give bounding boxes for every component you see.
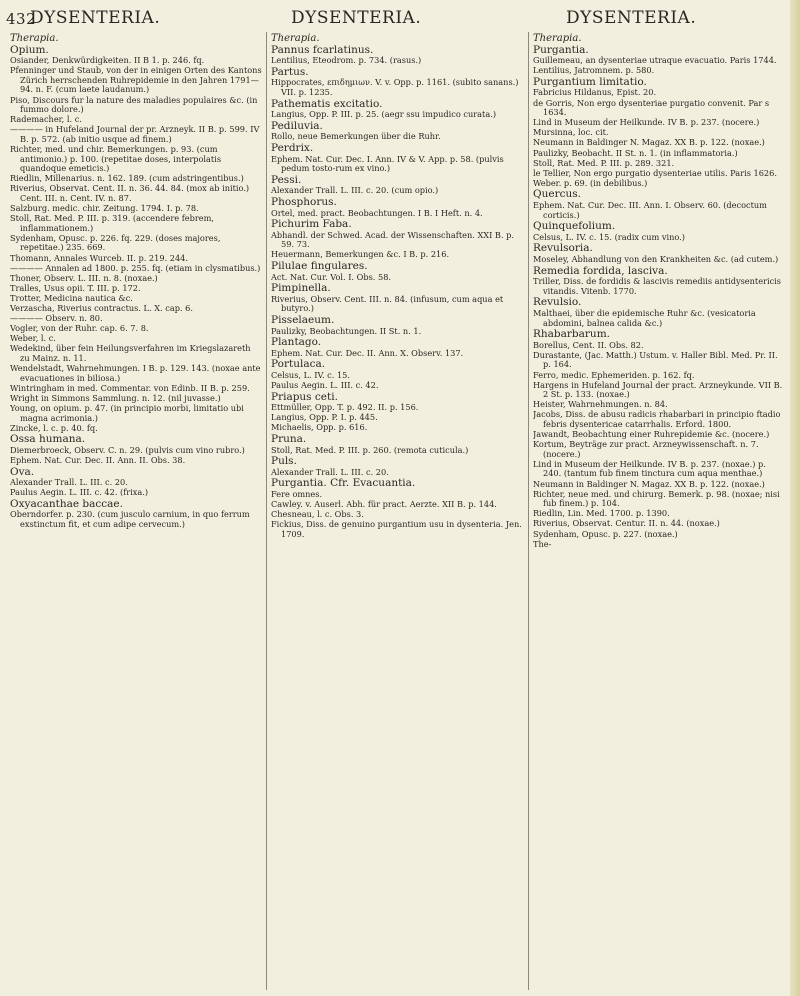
reference-entry: Michaelis, Opp. p. 616. [271,422,368,433]
reference-entry: Lind in Museum der Heilkunde. IV B. p. 237. (noxae.) p. 240. (tantum fub finem tinctura cum aqua menthae.) [533,458,766,479]
reference-entry: Stoll, Rat. Med. P. III. p. 260. (remota cuticula.) [271,444,469,455]
remedy-heading: Revulsoria. [533,242,593,255]
reference-entry: Riverius, Observat. Cent. II. n. 36. 44. 84. (mox ab initio.) Cent. III. n. Cent. IV. n. 87. [10,183,250,203]
reference-entry: Hippocrates, επιδημιων. V. v. Opp. p. 1161. (subito sanans.) VII. p. 1235. [271,77,519,97]
text-column-2 [271,32,525,990]
reference-entry: Pfenninger und Staub, von der in einigen Orten des Kantons Zürich herrschenden Ruhrepidemie in den Jahren 1791—94. n. F. (cum laete laudanum.) [10,65,262,95]
reference-entry: Alexander Trall. L. III. c. 20. (cum opio.) [271,185,439,196]
reference-entry: Langius, Opp. P. III. p. 25. (aegr ssu impudico curata.) [271,109,497,120]
reference-entry: Alexander Trall. L. III. c. 20. [271,466,389,477]
reference-entry: Heuermann, Bemerkungen &c. I B. p. 216. [271,249,450,260]
reference-entry: Zincke, l. c. p. 40. fq. [10,422,98,433]
remedy-heading: Partus. [271,65,309,78]
reference-entry: Lentilius, Jatromnem. p. 580. [533,65,655,76]
reference-entry: Fickius, Diss. de genuino purgantium usu in dysenteria. Jen. 1709. [271,519,522,539]
reference-entry: Trotter, Medicina nautica &c. [10,292,133,303]
reference-entry: ———— Annalen ad 1800. p. 255. fq. (etiam in clysmatibus.) [10,262,261,273]
reference-entry: ———— Observ. n. 80. [10,313,103,324]
reference-entry: Oberndorfer. p. 230. (cum jusculo carnium, in quo ferrum exstinctum fit, et cum adipe cervecum.) [10,509,250,529]
remedy-heading: Quinquefolium. [533,220,616,233]
remedy-heading: Ova. [10,465,35,478]
reference-entry: Tralles, Usus opii. T. III. p. 172. [10,282,141,293]
reference-entry: Diemerbroeck, Observ. C. n. 29. (pulvis cum vino rubro.) [10,444,245,455]
remedy-heading: Puls. [271,455,297,468]
reference-entry: Paulizky, Beobacht. II St. n. 1. (in inflammatoria.) [533,147,738,158]
reference-entry: Young, on opium. p. 47. (in principio morbi, limitatio ubi magna acrimonia.) [10,402,244,423]
column-divider [528,32,529,990]
reference-entry: Stoll, Rat. Med. P. III. p. 319. (accendere febrem, inflammationem.) [10,213,214,233]
remedy-heading: Pisselaeum. [271,313,335,326]
reference-entry: Ettmüller, Opp. T. p. 492. II. p. 156. [271,402,419,413]
reference-entry: Jacobs, Diss. de abusu radicis rhabarbari in principio ftadio febris dysentericae catarrhalis. Erford. 1800. [533,409,781,429]
remedy-heading: Purgantia. Cfr. Evacuantia. [271,477,416,490]
remedy-heading: Ossa humana. [10,433,86,446]
reference-entry: Salzburg. medic. chir. Zeitung. 1794. I. p. 78. [10,203,199,214]
reference-entry: Ephem. Nat. Cur. Dec. III. Ann. I. Observ. 60. (decoctum corticis.) [533,200,767,220]
page-number: 432 [6,10,37,28]
reference-entry: Weber, l. c. [10,333,56,344]
reference-entry: Hargens in Hufeland Journal der pract. Arzneykunde. VII B. 2 St. p. 133. (noxae.) [533,379,783,400]
reference-entry: Celsus, L. IV. c. 15. [271,369,350,380]
reference-entry: Piso, Discours fur la nature des maladies populaires &c. (in fummo dolore.) [10,94,258,115]
reference-entry: Guillemeau, an dysenteriae utraque evacuatio. Paris 1744. [533,55,777,66]
reference-entry: Wright in Simmons Sammlung. n. 12. (nil juvasse.) [10,392,221,403]
reference-entry: Ephem. Nat. Cur. Dec. II. Ann. II. Obs. 38. [10,454,186,465]
reference-entry: Chesneau, l. c. Obs. 3. [271,509,364,520]
reference-entry: Vogler, von der Ruhr. cap. 6. 7. 8. [10,323,149,334]
reference-entry: Fere omnes. [271,488,323,499]
reference-entry: Riverius, Observ. Cent. III. n. 84. (infusum, cum aqua et butyro.) [271,293,504,314]
reference-entry: ———— in Hufeland Journal der pr. Arzneyk. II B. p. 599. IV B. p. 572. (ab initio usque ad finem.) [10,124,260,144]
reference-entry: Ephem. Nat. Cur. Dec. I. Ann. IV & V. App. p. 58. (pulvis pedum tosto-rum ex vino.) [271,153,504,174]
reference-entry: Riverius, Observat. Centur. II. n. 44. (noxae.) [533,518,720,529]
reference-entry: Act. Nat. Cur. Vol. I. Obs. 58. [271,271,392,282]
reference-entry: Jawandt, Beobachtung einer Ruhrepidemie &c. (nocere.) [533,429,770,440]
reference-entry: Triller, Diss. de fordidis & lascivis remediis antidysentericis vitandis. Vitenb. 1770. [533,276,781,296]
remedy-heading: Remedia fordida, lasciva. [533,264,668,277]
remedy-heading: Priapus ceti. [271,390,338,403]
column-divider [266,32,267,990]
reference-entry: Alexander Trall. L. III. c. 20. [10,477,128,488]
reference-entry: Celsus, L. IV. c. 15. (radix cum vino.) [533,231,685,242]
section-heading: Therapia. [533,33,582,44]
reference-entry: Paulus Aegin. L. III. c. 42. [271,380,379,390]
remedy-heading: Quercus. [533,188,581,201]
reference-entry: Stoll, Rat. Med. P. III. p. 289. 321. [533,157,675,168]
header-title-center: DYSENTERIA. [291,8,422,28]
header-title-right: DYSENTERIA. [566,8,697,28]
reference-entry: Abhandl. der Schwed. Acad. der Wissenschaften. XXI B. p. 59. 73. [271,229,515,250]
reference-entry: Heister, Wahrnehmungen. n. 84. [533,399,668,410]
reference-entry: Verzascha, Riverius contractus. L. X. cap. 6. [10,303,193,314]
remedy-heading: Oxyacanthae baccae. [10,497,123,510]
reference-entry: The- [533,538,552,549]
reference-entry: Sydenham, Opusc. p. 227. (noxae.) [533,528,678,539]
remedy-heading: Pathematis excitatio. [271,97,383,110]
reference-entry: Langius, Opp. P. I. p. 445. [271,412,378,423]
reference-entry: Malthaei, über die epidemische Ruhr &c. (vesicatoria abdomini, balnea calida &c.) [533,307,756,328]
reference-entry: Wintringham in med. Commentar. von Edinb. II B. p. 259. [10,382,250,393]
header-title-left: DYSENTERIA. [30,8,161,28]
reference-entry: Ferro, medic. Ephemeriden. p. 162. fq. [533,369,695,380]
remedy-heading: Pichurim Faba. [271,218,352,231]
remedy-heading: Pannus fcarlatinus. [271,43,374,56]
reference-entry: Paulus Aegin. L. III. c. 42. (frixa.) [10,487,149,498]
text-column-3 [533,32,785,990]
remedy-heading: Pilulae fingulares. [271,259,368,272]
reference-entry: Riedlin, Lin. Med. 1700. p. 1390. [533,508,670,519]
remedy-heading: Pediluvia. [271,119,323,132]
reference-entry: Rademacher, l. c. [10,114,82,125]
reference-entry: Wendelstadt, Wahrnehmungen. I B. p. 129. 143. (noxae ante evacuationes in biliosa.) [10,363,261,383]
remedy-heading: Revulsio. [533,296,582,309]
reference-entry: Rollo, neue Bemerkungen über die Ruhr. [271,131,441,142]
reference-entry: Riedlin, Millenarius. n. 162. 189. (cum adstringentibus.) [10,173,244,184]
reference-entry: Cawley. v. Auserl. Abh. für pract. Aerzte. XII B. p. 144. [271,499,497,510]
remedy-heading: Pimpinella. [271,282,331,295]
reference-entry: Neumann in Baldinger N. Magaz. XX B. p. 122. (noxae.) [533,137,765,148]
reference-entry: Moseley, Abhandlung von den Krankheiten &c. (ad cutem.) [533,253,779,264]
section-heading: Therapia. [10,33,59,44]
reference-entry: Richter, neue med. und chirurg. Bemerk. p. 98. (noxae; nisi fub finem.) p. 104. [533,488,780,509]
reference-entry: Durastante, (Jac. Matth.) Ustum. v. Haller Bibl. Med. Pr. II. p. 164. [533,349,778,370]
reference-entry: Osiander, Denkwürdigkeiten. II B 1. p. 246. fq. [10,55,205,66]
reference-entry: Wedekind, über fein Heilungsverfahren im Kriegslazareth zu Mainz. n. 11. [10,343,251,363]
reference-entry: Kortum, Beyträge zur pract. Arzneywissenschaft. n. 7. (nocere.) [533,439,759,459]
reference-entry: Neumann in Baldinger N. Magaz. XX B. p. 122. (noxae.) [533,478,765,489]
reference-entry: Sydenham, Opusc. p. 226. fq. 229. (doses majores, repetitae.) 235. 669. [10,232,221,253]
reference-entry: Lind in Museum der Heilkunde. IV B. p. 237. (nocere.) [533,117,760,128]
remedy-heading: Rhabarbarum. [533,328,610,341]
remedy-heading: Purgantia. [533,43,589,56]
text-column-1 [10,32,262,990]
reference-entry: le Tellier, Non ergo purgatio dysenteriae utilis. Paris 1626. [533,167,777,178]
reference-entry: Thomann, Annales Wurceb. II. p. 219. 244. [10,252,188,263]
remedy-heading: Opium. [10,43,49,56]
reference-entry: Ortel, med. pract. Beobachtungen. I B. I Heft. n. 4. [271,207,483,218]
remedy-heading: Plantago. [271,336,322,349]
running-header [0,0,790,32]
page-edge [790,0,800,996]
section-heading: Therapia. [271,33,320,44]
reference-entry: Borellus, Cent. II. Obs. 82. [533,339,644,350]
reference-entry: Paulizky, Beobachtungen. II St. n. 1. [271,325,422,336]
reference-entry: Fabricius Hildanus, Epist. 20. [533,87,657,98]
remedy-heading: Pruna. [271,432,307,445]
reference-entry: Thoner, Observ. L. III. n. 8. (noxae.) [10,272,158,283]
reference-entry: Ephem. Nat. Cur. Dec. II. Ann. X. Observ. 137. [271,347,464,358]
remedy-heading: Pessi. [271,173,302,186]
reference-entry: Mursinna, loc. cit. [533,127,609,138]
reference-entry: Richter, med. und chir. Bemerkungen. p. 93. (cum antimonio.) p. 100. (repetitae doses, interpolatis quandoque emeticis.) [10,144,222,174]
remedy-heading: Perdrix. [271,141,314,154]
remedy-heading: Phosphorus. [271,195,337,208]
reference-entry: de Gorris, Non ergo dysenteriae purgatio convenit. Par s 1634. [533,97,770,118]
reference-entry: Weber. p. 69. (in debilibus.) [533,177,648,188]
remedy-heading: Purgantium limitatio. [533,75,647,88]
remedy-heading: Portulaca. [271,358,326,371]
reference-entry: Lentilius, Eteodrom. p. 734. (rasus.) [271,55,422,66]
